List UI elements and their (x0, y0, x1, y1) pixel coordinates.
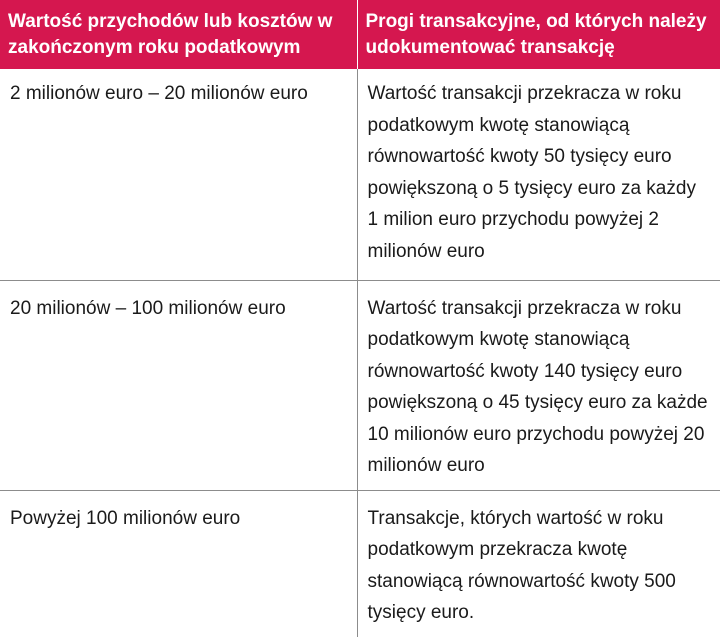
range-cell: Powyżej 100 milionów euro (0, 490, 357, 637)
table-row (0, 69, 720, 280)
threshold-cell: Wartość transakcji przekracza w roku podatkowym kwotę stanowiącą równowartość kwoty 50 tysięcy euro powiększoną o 5 tysięcy euro za każdy 1 milion euro przychodu powyżej 2 milionów euro (357, 69, 720, 280)
header-revenue-or-cost-value: Wartość przychodów lub kosztów w zakończonym roku podatkowym (0, 0, 357, 69)
header-transaction-thresholds: Progi transakcyjne, od których należy udokumentować transakcję (357, 0, 720, 69)
table-header (0, 0, 720, 69)
header-row (0, 0, 720, 69)
threshold-cell: Transakcje, których wartość w roku podatkowym przekracza kwotę stanowiącą równowartość kwoty 500 tysięcy euro. (367, 507, 676, 623)
table-row (0, 490, 720, 637)
threshold-cell: Wartość transakcji przekracza w roku podatkowym kwotę stanowiącą równowartość kwoty 140 tysięcy euro powiększoną o 45 tysięcy euro za każde 10 milionów euro przychodu powyżej 20 milionów euro (357, 280, 720, 490)
table-body (0, 69, 720, 637)
range-cell: 20 milionów – 100 milionów euro (0, 280, 357, 490)
range-cell: 2 milionów euro – 20 milionów euro (0, 69, 357, 280)
table-row (0, 280, 720, 490)
